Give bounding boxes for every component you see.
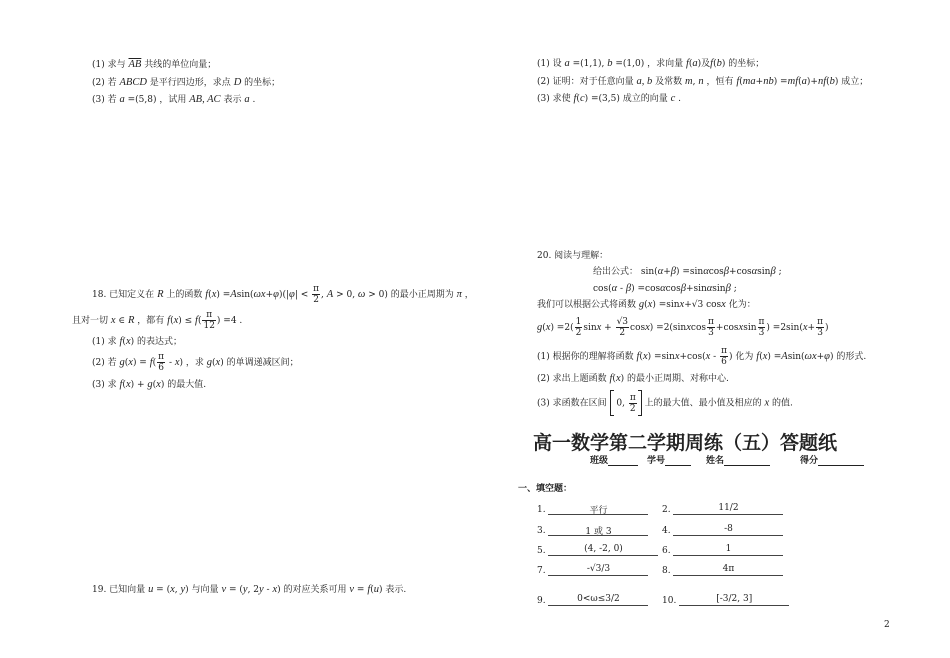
page-number: 2 [884,620,890,630]
answer-number: 3. [537,526,546,536]
q20-head: 20. 阅读与理解： [537,251,609,261]
math: a [244,94,250,105]
text: (2) 证明：对于任意向量 [537,77,634,87]
answer-number: 7. [537,566,546,576]
text: 19. 已知向量 [92,585,146,595]
right-top-part3: (3) 求使 f(c) =(3,5) 成立的向量 c . [537,93,682,104]
q18-part2: (2) 若 g(x) = f( $\frac{\pi}{6}$ - x) ，求 g(x) 的单调递减区间； [92,352,299,373]
score-field [800,453,864,466]
answer-4 [662,524,783,536]
answer-8 [662,564,783,576]
text: 的对应关系可用 [283,585,347,595]
section-fill-blank: 一、填空题： [518,484,573,494]
q20-given2: cos(α - β) =cosαcosβ+sinαsinβ ; [593,283,737,294]
right-top-part2: (2) 证明：对于任意向量 a, b 及常数 m, n ，恒有 f(ma+nb) =mf(a)+nf(b) 成立； [537,76,869,87]
text: ，求 [185,358,204,368]
answer-number: 4. [662,526,671,536]
answer-number: 9. [537,596,546,606]
text: 的值. [772,398,793,409]
text: 的最大值. [167,380,207,390]
q19: 19. 已知向量 u = (x, y) 与向量 v = (y, 2y - x) 的对应关系可用 v = f(u) 表示. [92,584,407,595]
answer-number: 10. [662,596,677,606]
math: π [456,289,462,300]
text: 的最小正周期为 [390,290,454,300]
text: 化为： [728,300,756,310]
text: 上的最大值、最小值及相应的 [644,398,762,409]
text: (1) 设 [537,59,562,69]
text: (2) 若 [92,358,117,368]
text: 的单调递减区间； [226,358,299,368]
text: (3) 求使 [537,94,571,104]
text: 且对一切 [72,316,109,326]
q-top-part1 [92,59,216,71]
class-field [590,453,638,466]
answer-value: 1 [673,544,783,556]
math: AB, AC [189,94,221,105]
q20-part2: (2) 求出上题函数 f(x) 的最小正周期、对称中心. [537,373,729,384]
text: 的坐标； [244,78,281,88]
math: x [110,315,116,326]
answer-number: 1. [537,505,546,515]
student-id-field [647,453,691,466]
text: 得分 [800,456,819,466]
text: 的形式. [836,352,867,362]
text: 的坐标； [728,59,765,69]
answer-value: (4, -2, 0) [548,544,658,556]
q20-derivation: g(x) =2( $\frac{1}{2}$ sinx + $\frac{√3}{2}$ cosx) =2(sinxcos $\frac{\pi}{3}$ +cosxsin $\frac{\pi}{3}$ ) =2sin(x+ $\frac{\pi}{3}$ ) [537,317,829,338]
answer-value: -8 [673,524,783,536]
math: D [233,77,242,88]
text: 的最小正周期、对称中心. [626,374,729,384]
text: ，求向量 [647,59,684,69]
text: 给出公式： [593,267,639,277]
text: 18. 已知定义在 [92,290,155,300]
q20-given1: 给出公式： sin(α+β) =sinαcosβ+cosαsinβ ; [593,266,782,277]
text: 表示. [385,585,407,595]
q-top-part2 [92,77,280,89]
text: (3) 若 [92,95,117,105]
text: ，都有 [137,316,165,326]
q18-part1: (1) 求 f(x) 的表达式； [92,336,182,347]
answer-5 [537,544,658,556]
text: (2) 若 [92,78,117,88]
text: 化为 [735,352,754,362]
math: ABCD [119,77,147,88]
text: 我们可以根据公式将函数 [537,300,637,310]
text: 共线的单位向量； [144,60,217,70]
text: (1) 求与 [92,60,126,70]
text: (2) 求出上题函数 [537,374,607,384]
answer-number: 2. [662,505,671,515]
fraction: $\frac{\pi}{2}$ [313,284,320,305]
answer-10 [662,594,789,606]
answer-value: 11/2 [673,503,783,515]
text: 姓名 [706,456,725,466]
text: ， [464,290,474,300]
answer-number: 8. [662,566,671,576]
answer-value: 平行 [548,503,648,515]
fraction: $\frac{\pi}{12}$ [203,310,215,331]
text: 成立的向量 [622,94,668,104]
text: 及常数 [655,77,683,87]
answer-value: 0<ω≤3/2 [548,594,648,606]
text: 学号 [647,456,666,466]
answer-9 [537,594,648,606]
answer-value: 4π [673,564,783,576]
answer-number: 6. [662,546,671,556]
text: (3) 求 [92,380,117,390]
text: 班级 [590,456,609,466]
answer-3 [537,524,648,536]
answer-2 [662,503,783,515]
math: f [205,289,209,300]
answer-1 [537,503,648,515]
text: 成立； [841,77,869,87]
text: 表示 [223,95,242,105]
math: a [119,94,125,105]
answer-number: 5. [537,546,546,556]
q18-intro: 18. 已知定义在 R 上的函数 f(x) =Asin(ωx+φ)(|φ| < $\frac{\pi}{2}$ , A > 0, ω > 0) 的最小正周期为 π ， [92,284,474,305]
text: 的表达式； [136,337,182,347]
name-field [706,453,770,466]
q20-we: 我们可以根据公式将函数 g(x) =sinx+√3 cosx 化为： [537,299,756,310]
text: (1) 求 [92,337,117,347]
text: (3) 求函数在区间 [537,398,607,409]
q20-part3: (3) 求函数在区间 0, $\frac{\pi}{2}$ 上的最大值、最小值及相应的 x 的值. [537,390,793,417]
text: ，试用 [159,95,187,105]
text: 是平行四边形，求点 [149,78,231,88]
right-top-part1: (1) 设 a =(1,1), b =(1,0) ，求向量 f(a)及f(b) 的坐标； [537,58,765,69]
answer-value: -√3/3 [548,564,648,576]
fraction: $\frac{\pi}{6}$ [158,352,165,373]
text: 上的函数 [166,290,203,300]
text: ，恒有 [706,77,734,87]
q18-part3: (3) 求 f(x) + g(x) 的最大值. [92,379,207,390]
answer-sheet-title: 高一数学第二学期周练（五）答题纸 [532,432,837,454]
q-top-part3: (3) 若 a =(5,8) ，试用 AB, AC 表示 a . [92,94,256,105]
answer-7 [537,564,648,576]
answer-value: [-3/2, 3] [679,594,789,606]
answer-value: 1 或 3 [548,524,648,536]
answer-6 [662,544,783,556]
text: 与向量 [191,585,219,595]
vector-ab: $\overline{AB}$ [128,59,142,70]
math: R [157,289,164,300]
q20-part1: (1) 根据你的理解将函数 f(x) =sinx+cos(x - $\frac{\pi}{6}$ ) 化为 f(x) =Asin(ωx+φ) 的形式. [537,346,867,367]
text: (1) 根据你的理解将函数 [537,352,634,362]
q18-line2: 且对一切 x ∈ R ，都有 f(x) ≤ f( $\frac{\pi}{12}$ ) =4 . [72,310,243,331]
